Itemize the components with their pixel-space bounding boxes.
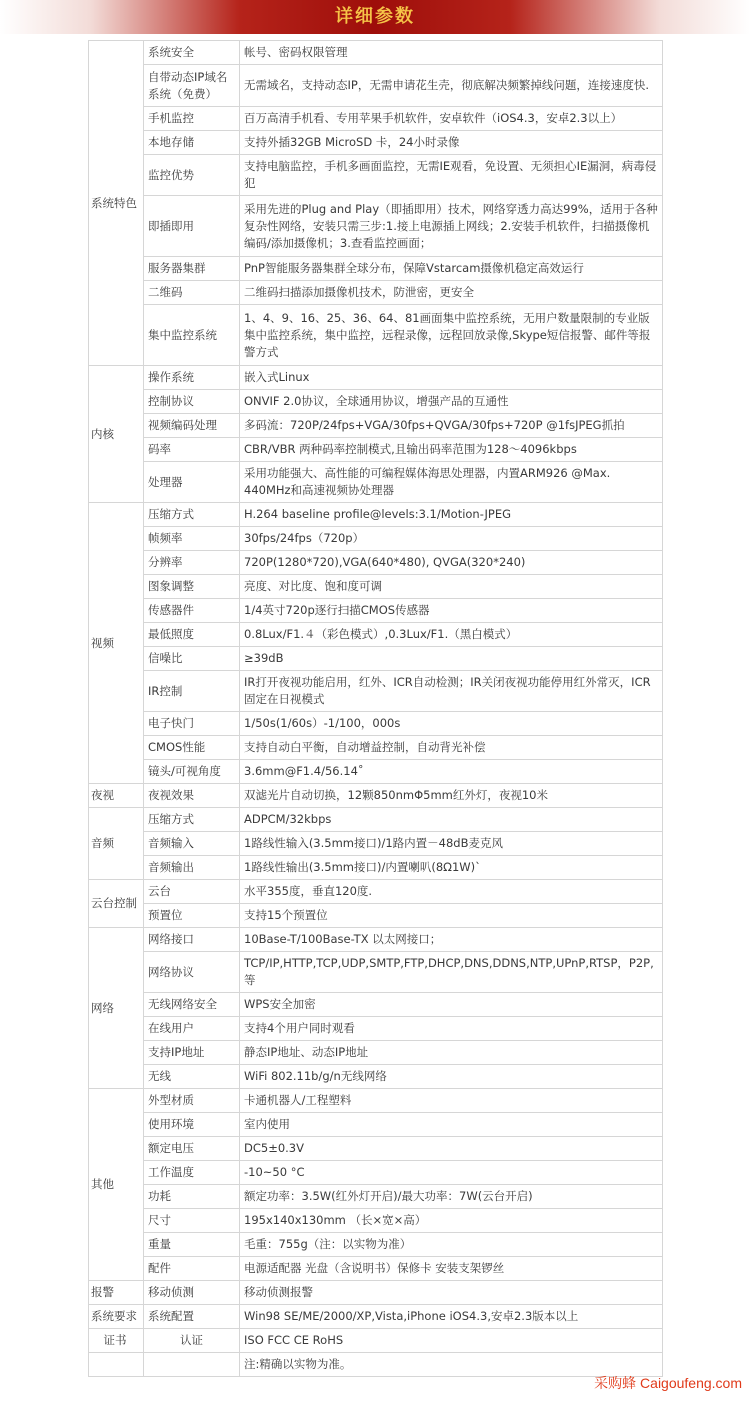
spec-value: WiFi 802.11b/g/n无线网络 [240,1065,663,1089]
spec-key: 分辨率 [144,551,240,575]
table-row [89,107,663,131]
spec-value: 二维码扫描添加摄像机技术，防泄密，更安全 [240,281,663,305]
spec-key: 外型材质 [144,1089,240,1113]
spec-value: 毛重：755g（注：以实物为准） [240,1233,663,1257]
table-row [89,832,663,856]
spec-key: 预置位 [144,904,240,928]
spec-value: -10~50 °C [240,1161,663,1185]
spec-key: 最低照度 [144,623,240,647]
spec-value: ISO FCC CE RoHS [240,1329,663,1353]
table-row [89,575,663,599]
spec-value: 采用功能强大、高性能的可编程媒体海思处理器，内置ARM926 @Max. 440MHz和高速视频协处理器 [240,462,663,503]
spec-value: 1/50s(1/60s）-1/100，000s [240,712,663,736]
spec-key: 压缩方式 [144,808,240,832]
category-cell: 系统要求 [89,1305,144,1329]
table-row [89,1329,663,1353]
spec-key: 本地存储 [144,131,240,155]
spec-value: 采用先进的Plug and Play（即插即用）技术，网络穿透力高达99%，适用于各种复杂性网络，安装只需三步:1.接上电源插上网线；2.安装手机软件，扫描摄像机编码/添加摄像机；3.查看监控画面； [240,196,663,257]
spec-key: 网络接口 [144,928,240,952]
spec-key: 控制协议 [144,390,240,414]
spec-value: 3.6mm@F1.4/56.14˚ [240,760,663,784]
spec-value: 0.8Lux/F1.４（彩色模式）,0.3Lux/F1.（黑白模式） [240,623,663,647]
category-cell: 内核 [89,366,144,503]
spec-value: 移动侦测报警 [240,1281,663,1305]
category-cell: 夜视 [89,784,144,808]
spec-key: 云台 [144,880,240,904]
spec-key: 码率 [144,438,240,462]
spec-value: 1路线性输入(3.5mm接口)/1路内置－48dB麦克风 [240,832,663,856]
spec-key: 音频输入 [144,832,240,856]
table-row [89,856,663,880]
table-row [89,599,663,623]
table-row [89,808,663,832]
spec-key: IR控制 [144,671,240,712]
spec-key: 即插即用 [144,196,240,257]
spec-value: 支持外插32GB MicroSD 卡，24小时录像 [240,131,663,155]
table-row [89,438,663,462]
spec-value: DC5±0.3V [240,1137,663,1161]
table-row [89,952,663,993]
table-row [89,1257,663,1281]
category-cell: 视频 [89,503,144,784]
table-row [89,1281,663,1305]
spec-value: 1/4英寸720p逐行扫描CMOS传感器 [240,599,663,623]
spec-key: 网络协议 [144,952,240,993]
table-row [89,281,663,305]
table-row [89,880,663,904]
watermark: 采购蜂 Caigoufeng.com [594,1375,742,1391]
spec-value: ONVIF 2.0协议，全球通用协议，增强产品的互通性 [240,390,663,414]
spec-key: 无线 [144,1065,240,1089]
table-row [89,784,663,808]
spec-value: H.264 baseline profile@levels:3.1/Motion-JPEG [240,503,663,527]
spec-value: 多码流：720P/24fps+VGA/30fps+QVGA/30fps+720P @1fsJPEG抓拍 [240,414,663,438]
spec-key: 夜视效果 [144,784,240,808]
spec-key: 服务器集群 [144,257,240,281]
table-row [89,1041,663,1065]
spec-key: 移动侦测 [144,1281,240,1305]
spec-key: 视频编码处理 [144,414,240,438]
table-row [89,462,663,503]
spec-value: Win98 SE/ME/2000/XP,Vista,iPhone iOS4.3,安卓2.3版本以上 [240,1305,663,1329]
table-row [89,366,663,390]
spec-value: ≥39dB [240,647,663,671]
table-row [89,390,663,414]
table-row [89,551,663,575]
table-row [89,904,663,928]
category-cell: 证书 [89,1329,144,1353]
spec-value: 水平355度，垂直120度. [240,880,663,904]
spec-key: 支持IP地址 [144,1041,240,1065]
table-row [89,1065,663,1089]
spec-key: 认证 [144,1329,240,1353]
spec-value: 支持电脑监控，手机多画面监控，无需IE观看，免设置、无须担心IE漏洞，病毒侵犯 [240,155,663,196]
table-row [89,1017,663,1041]
spec-key: 传感器件 [144,599,240,623]
spec-key: CMOS性能 [144,736,240,760]
spec-value: 嵌入式Linux [240,366,663,390]
table-row [89,1089,663,1113]
spec-value: 额定功率：3.5W(红外灯开启)/最大功率：7W(云台开启) [240,1185,663,1209]
spec-value: CBR/VBR 两种码率控制模式,且输出码率范围为128～4096kbps [240,438,663,462]
spec-key: 二维码 [144,281,240,305]
table-row [89,1113,663,1137]
spec-value: 10Base-T/100Base-TX 以太网接口； [240,928,663,952]
category-cell [89,1353,144,1377]
table-row [89,928,663,952]
spec-value: 帐号、密码权限管理 [240,41,663,65]
spec-value: 支持自动白平衡，自动增益控制，自动背光补偿 [240,736,663,760]
table-row [89,760,663,784]
spec-key: 信噪比 [144,647,240,671]
spec-key: 自带动态IP域名系统（免费） [144,65,240,107]
spec-key [144,1353,240,1377]
spec-key: 重量 [144,1233,240,1257]
table-row [89,1185,663,1209]
table-row [89,414,663,438]
category-cell: 网络 [89,928,144,1089]
spec-table [88,40,663,1377]
spec-value: 支持4个用户同时观看 [240,1017,663,1041]
spec-key: 额定电压 [144,1137,240,1161]
spec-value: 支持15个预置位 [240,904,663,928]
table-row [89,41,663,65]
spec-value: 1、4、9、16、25、36、64、81画面集中监控系统，无用户数量限制的专业版集中监控系统，集中监控，远程录像，远程回放录像,Skype短信报警、邮件等报警方式 [240,305,663,366]
table-row [89,1233,663,1257]
category-cell: 其他 [89,1089,144,1281]
category-cell: 音频 [89,808,144,880]
table-row [89,1305,663,1329]
spec-value: 720P(1280*720),VGA(640*480), QVGA(320*240) [240,551,663,575]
spec-key: 集中监控系统 [144,305,240,366]
spec-key: 配件 [144,1257,240,1281]
table-row [89,993,663,1017]
spec-key: 音频输出 [144,856,240,880]
spec-value: 双滤光片自动切换，12颗850nmΦ5mm红外灯，夜视10米 [240,784,663,808]
table-row [89,503,663,527]
spec-key: 图象调整 [144,575,240,599]
category-cell: 系统特色 [89,41,144,366]
spec-value: 亮度、对比度、饱和度可调 [240,575,663,599]
table-row [89,647,663,671]
table-row [89,1353,663,1377]
spec-value: ADPCM/32kbps [240,808,663,832]
table-row [89,736,663,760]
spec-key: 镜头/可视角度 [144,760,240,784]
spec-value: IR打开夜视功能启用，红外、ICR自动检测；IR关闭夜视功能停用红外常灭，ICR固定在日视模式 [240,671,663,712]
table-row [89,305,663,366]
spec-key: 帧频率 [144,527,240,551]
spec-key: 监控优势 [144,155,240,196]
spec-value: 卡通机器人/工程塑料 [240,1089,663,1113]
page-title: 详细参数 [335,6,415,27]
spec-value: WPS安全加密 [240,993,663,1017]
spec-value: 195x140x130mm （长×宽×高） [240,1209,663,1233]
spec-key: 压缩方式 [144,503,240,527]
spec-value: PnP智能服务器集群全球分布，保障Vstarcam摄像机稳定高效运行 [240,257,663,281]
table-row [89,131,663,155]
spec-key: 尺寸 [144,1209,240,1233]
spec-value: 百万高清手机看、专用苹果手机软件，安卓软件（iOS4.3，安卓2.3以上） [240,107,663,131]
spec-key: 工作温度 [144,1161,240,1185]
table-row [89,1161,663,1185]
spec-key: 电子快门 [144,712,240,736]
spec-value: 30fps/24fps（720p） [240,527,663,551]
category-cell: 报警 [89,1281,144,1305]
table-row [89,712,663,736]
spec-value: 注:精确以实物为准。 [240,1353,663,1377]
spec-value: 电源适配器 光盘（含说明书）保修卡 安装支架锣丝 [240,1257,663,1281]
table-row [89,1137,663,1161]
spec-value: TCP/IP,HTTP,TCP,UDP,SMTP,FTP,DHCP,DNS,DDNS,NTP,UPnP,RTSP，P2P,等 [240,952,663,993]
spec-key: 使用环境 [144,1113,240,1137]
spec-value: 1路线性输出(3.5mm接口)/内置喇叭(8Ω1W)` [240,856,663,880]
table-row [89,623,663,647]
spec-value: 无需域名，支持动态IP，无需申请花生壳，彻底解决频繁掉线问题，连接速度快. [240,65,663,107]
spec-key: 处理器 [144,462,240,503]
spec-key: 功耗 [144,1185,240,1209]
table-row [89,1209,663,1233]
spec-key: 无线网络安全 [144,993,240,1017]
spec-value: 室内使用 [240,1113,663,1137]
spec-value: 静态IP地址、动态IP地址 [240,1041,663,1065]
table-row [89,155,663,196]
table-row [89,65,663,107]
table-row [89,196,663,257]
table-row [89,671,663,712]
table-row [89,257,663,281]
spec-key: 系统配置 [144,1305,240,1329]
category-cell: 云台控制 [89,880,144,928]
spec-key: 操作系统 [144,366,240,390]
spec-key: 在线用户 [144,1017,240,1041]
spec-key: 系统安全 [144,41,240,65]
spec-key: 手机监控 [144,107,240,131]
table-row [89,527,663,551]
